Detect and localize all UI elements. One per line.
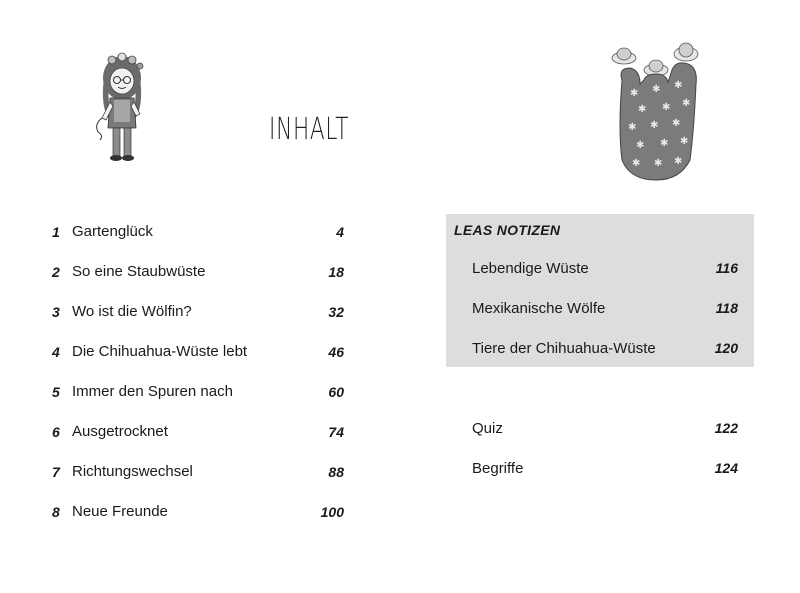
extra-page: 122: [714, 420, 738, 436]
svg-text:✱: ✱: [660, 138, 669, 149]
note-row[interactable]: [472, 260, 738, 282]
chapter-list: [52, 222, 344, 542]
chapter-number: 4: [52, 344, 60, 360]
chapter-title: Richtungswechsel: [72, 463, 193, 480]
chapter-number: 3: [52, 304, 60, 320]
extra-row[interactable]: [472, 420, 738, 442]
svg-text:✱: ✱: [652, 84, 661, 95]
note-row[interactable]: [472, 340, 738, 362]
chapter-page: 88: [328, 464, 344, 480]
svg-text:✱: ✱: [638, 104, 647, 115]
chapter-row[interactable]: [52, 302, 344, 342]
extra-title: Begriffe: [472, 460, 524, 477]
chapter-row[interactable]: [52, 462, 344, 502]
chapter-page: 4: [336, 224, 344, 240]
note-page: 118: [715, 300, 738, 316]
chapter-row[interactable]: [52, 382, 344, 422]
svg-text:✱: ✱: [680, 136, 689, 147]
notes-box: [446, 214, 754, 367]
chapter-page: 32: [328, 304, 344, 320]
chapter-title: Neue Freunde: [72, 503, 168, 520]
note-page: 120: [714, 340, 738, 356]
chapter-title: So eine Staubwüste: [72, 263, 206, 280]
chapter-page: 60: [328, 384, 344, 400]
chapter-page: 74: [328, 424, 344, 440]
note-row[interactable]: [472, 300, 738, 322]
chapter-title: Die Chihuahua-Wüste lebt: [72, 343, 248, 360]
note-title: Mexikanische Wölfe: [472, 300, 606, 317]
chapter-row[interactable]: [52, 262, 344, 302]
svg-text:✱: ✱: [650, 120, 659, 131]
chapter-page: 18: [328, 264, 344, 280]
chapter-page: 46: [328, 344, 344, 360]
page-title: INHALT: [269, 112, 350, 147]
chapter-number: 7: [52, 464, 60, 480]
chapter-number: 6: [52, 424, 60, 440]
svg-text:✱: ✱: [630, 88, 639, 99]
svg-text:✱: ✱: [672, 118, 681, 129]
chapter-row[interactable]: [52, 222, 344, 262]
chapter-row[interactable]: [52, 422, 344, 462]
chapter-row[interactable]: [52, 502, 344, 542]
svg-text:✱: ✱: [662, 102, 671, 113]
svg-text:✱: ✱: [674, 156, 683, 167]
chapter-title: Gartenglück: [72, 223, 153, 240]
girl-illustration-icon: [86, 48, 158, 168]
chapter-title: Ausgetrocknet: [72, 423, 168, 440]
chapter-row[interactable]: [52, 342, 344, 382]
extra-page: 124: [714, 460, 738, 476]
cactus-illustration-icon: [600, 40, 712, 186]
note-title: Lebendige Wüste: [472, 260, 589, 277]
svg-text:✱: ✱: [632, 158, 641, 169]
svg-text:✱: ✱: [674, 80, 683, 91]
chapter-number: 1: [52, 224, 60, 240]
extra-title: Quiz: [472, 420, 503, 437]
chapter-page: 100: [320, 504, 344, 520]
chapter-number: 2: [52, 264, 60, 280]
note-page: 116: [715, 260, 738, 276]
svg-text:✱: ✱: [636, 140, 645, 151]
note-title: Tiere der Chihuahua-Wüste: [472, 340, 656, 357]
extra-row[interactable]: [472, 460, 738, 482]
chapter-number: 8: [52, 504, 60, 520]
svg-text:✱: ✱: [682, 98, 691, 109]
svg-text:✱: ✱: [654, 158, 663, 169]
chapter-number: 5: [52, 384, 60, 400]
notes-heading: LEAS NOTIZEN: [454, 222, 561, 238]
chapter-title: Immer den Spuren nach: [72, 383, 233, 400]
svg-text:✱: ✱: [628, 122, 637, 133]
chapter-title: Wo ist die Wölfin?: [72, 303, 192, 320]
